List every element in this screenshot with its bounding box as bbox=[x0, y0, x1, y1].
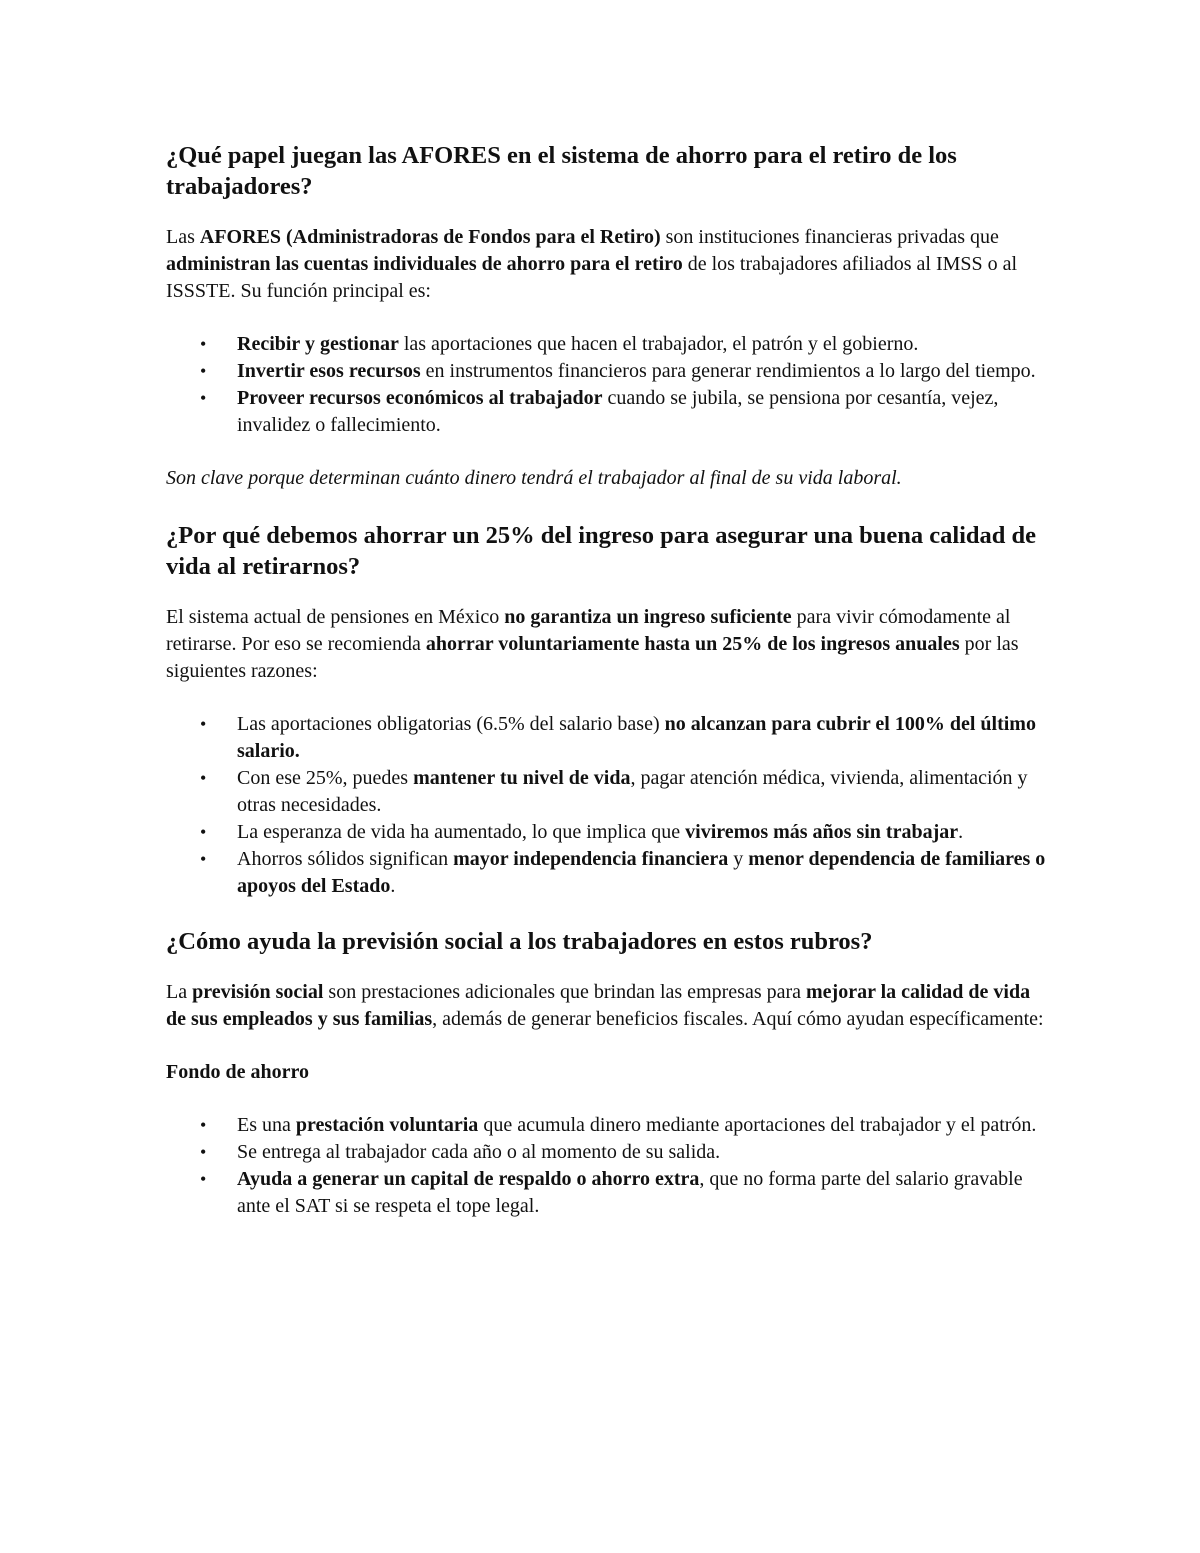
bullet-icon: • bbox=[200, 361, 207, 381]
bullet-icon: • bbox=[200, 1115, 207, 1135]
bullet-icon: • bbox=[200, 388, 207, 408]
list-item bbox=[166, 1166, 1046, 1220]
document-body bbox=[166, 140, 1046, 1246]
text: cuando se jubila, se pensiona por cesantía, vejez, invalidez o fallecimiento. bbox=[237, 387, 999, 436]
text: El sistema actual de pensiones en México bbox=[166, 606, 505, 628]
list-item bbox=[166, 385, 1046, 439]
text: Ahorros sólidos significan bbox=[237, 848, 454, 870]
text: . bbox=[390, 875, 396, 897]
bullet-icon: • bbox=[200, 714, 207, 734]
text: , que no forma parte del salario gravable ante el SAT si se respeta el tope legal. bbox=[237, 1168, 1023, 1217]
list-item bbox=[166, 846, 1046, 900]
section3-bullet-list bbox=[166, 1112, 1046, 1220]
bold-text: mantener tu nivel de vida bbox=[413, 767, 631, 789]
list-item bbox=[166, 331, 1046, 358]
bold-text: no alcanzan para cubrir el 100% del último salario. bbox=[237, 713, 1036, 762]
fondo-de-ahorro-subheading: Fondo de ahorro bbox=[166, 1061, 309, 1083]
bold-text: AFORES (Administradoras de Fondos para el Retiro) bbox=[199, 226, 661, 248]
bold-text: Recibir y gestionar bbox=[237, 333, 399, 355]
section1-closing: Son clave porque determinan cuánto dinero tendrá el trabajador al final de su vida laboral. bbox=[166, 467, 902, 489]
text: y bbox=[728, 848, 749, 870]
bullet-icon: • bbox=[200, 334, 207, 354]
text: son prestaciones adicionales que brindan las empresas para bbox=[323, 981, 807, 1003]
text: las aportaciones que hacen el trabajador, el patrón y el gobierno. bbox=[398, 333, 919, 355]
text: por las siguientes razones: bbox=[166, 633, 1019, 682]
bold-text: Invertir esos recursos bbox=[237, 360, 421, 382]
bold-text: administran las cuentas individuales de ahorro para el retiro bbox=[166, 253, 683, 275]
bold-text: Ayuda a generar un capital de respaldo o ahorro extra bbox=[237, 1168, 700, 1190]
section1-heading: ¿Qué papel juegan las AFORES en el sistema de ahorro para el retiro de los trabajadores? bbox=[166, 142, 957, 200]
text: que acumula dinero mediante aportaciones del trabajador y el patrón. bbox=[478, 1114, 1037, 1136]
text: Las aportaciones obligatorias (6.5% del salario base) bbox=[237, 713, 665, 735]
list-item bbox=[166, 1112, 1046, 1139]
text: La bbox=[166, 981, 193, 1003]
section2-intro bbox=[166, 604, 1046, 685]
section2-heading: ¿Por qué debemos ahorrar un 25% del ingreso para asegurar una buena calidad de vida al retirarnos? bbox=[166, 522, 1037, 580]
section3-intro bbox=[166, 979, 1046, 1033]
bold-text: previsión social bbox=[192, 981, 324, 1003]
text: Se entrega al trabajador cada año o al momento de su salida. bbox=[237, 1141, 721, 1163]
text: son instituciones financieras privadas que bbox=[660, 226, 999, 248]
list-item bbox=[166, 765, 1046, 819]
bullet-icon: • bbox=[200, 1169, 207, 1189]
section1-intro bbox=[166, 224, 1046, 305]
bullet-icon: • bbox=[200, 822, 207, 842]
section2-bullet-list bbox=[166, 711, 1046, 900]
bullet-icon: • bbox=[200, 768, 207, 788]
list-item bbox=[166, 711, 1046, 765]
text: . bbox=[958, 821, 964, 843]
bold-text: mayor independencia financiera bbox=[453, 848, 729, 870]
list-item bbox=[166, 1139, 1046, 1166]
bullet-icon: • bbox=[200, 1142, 207, 1162]
text: Con ese 25%, puedes bbox=[237, 767, 414, 789]
list-item bbox=[166, 819, 1046, 846]
bold-text: Proveer recursos económicos al trabajador bbox=[237, 387, 603, 409]
bold-text: menor dependencia de familiares o apoyos del Estado bbox=[237, 848, 1046, 897]
bold-text: no garantiza un ingreso suficiente bbox=[504, 606, 792, 628]
bold-text: ahorrar voluntariamente hasta un 25% de los ingresos anuales bbox=[425, 633, 960, 655]
text: Las bbox=[166, 226, 200, 248]
bullet-icon: • bbox=[200, 849, 207, 869]
section3-heading: ¿Cómo ayuda la previsión social a los trabajadores en estos rubros? bbox=[166, 928, 873, 955]
text: , pagar atención médica, vivienda, alimentación y otras necesidades. bbox=[237, 767, 1028, 816]
text: de los trabajadores afiliados al IMSS o al ISSSTE. Su función principal es: bbox=[166, 253, 1018, 302]
text: para vivir cómodamente al retirarse. Por eso se recomienda bbox=[166, 606, 1011, 655]
bold-text: mejorar la calidad de vida de sus empleados y sus familias bbox=[166, 981, 1031, 1030]
text: en instrumentos financieros para generar rendimientos a lo largo del tiempo. bbox=[420, 360, 1036, 382]
bold-text: prestación voluntaria bbox=[295, 1114, 479, 1136]
list-item bbox=[166, 358, 1046, 385]
text: , además de generar beneficios fiscales. Aquí cómo ayudan específicamente: bbox=[432, 1008, 1044, 1030]
bold-text: viviremos más años sin trabajar bbox=[685, 821, 959, 843]
section1-bullet-list bbox=[166, 331, 1046, 439]
text: La esperanza de vida ha aumentado, lo que implica que bbox=[237, 821, 686, 843]
text: Es una bbox=[237, 1114, 296, 1136]
